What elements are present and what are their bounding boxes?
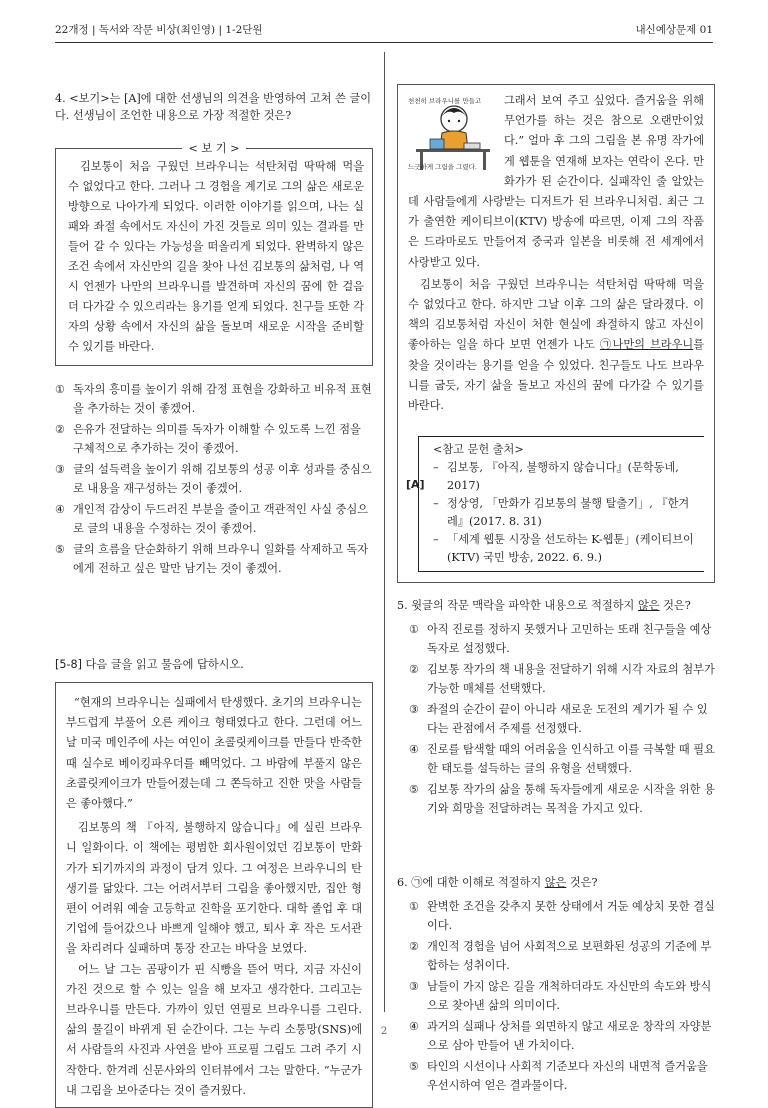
choice-text: 진로를 탐색할 때의 어려움을 인식하고 이를 극복할 때 필요한 태도를 설득하는 글의 유형을 선택했다. bbox=[427, 743, 715, 776]
choice-number: ① bbox=[55, 383, 66, 396]
choice-number: ③ bbox=[55, 463, 66, 476]
set-heading: [5-8] 다음 글을 읽고 물음에 답하시오. bbox=[55, 658, 244, 671]
question-number: 5. bbox=[397, 599, 408, 613]
choice-item[interactable] bbox=[409, 897, 715, 935]
passage-continued bbox=[397, 84, 715, 420]
choice-item[interactable] bbox=[409, 700, 715, 738]
reference-box bbox=[397, 420, 715, 583]
choice-text: 독자의 흥미를 높이기 위해 감정 표현을 강화하고 비유적 표현을 추가하는 것이 좋겠어. bbox=[73, 383, 372, 415]
underlined-phrase: ㉠나만의 브라우니 bbox=[599, 338, 694, 352]
passage-box bbox=[55, 682, 373, 1108]
choice-text: 개인적 경험을 넘어 사회적으로 보편화된 성공의 기준에 부합하는 성취이다. bbox=[427, 940, 712, 973]
choice-text: 타인의 시선이나 사회적 기준보다 자신의 내면적 즐거움을 우선시하여 얻은 결과물이다. bbox=[427, 1060, 708, 1093]
question-6: 6. ㉠에 대한 이해로 적절하지 않은 것은? bbox=[397, 876, 598, 890]
q5-choices bbox=[397, 620, 715, 818]
reference-bracket bbox=[418, 436, 704, 572]
choice-number: ③ bbox=[409, 703, 420, 717]
passage-paragraph: “현재의 브라우니는 실패에서 탄생했다. 초기의 브라우니는 부드럽게 부풀어 오른 케이크 형태였다고 한다. 그런데 어느 날 미국 메인주에 사는 여인이 초콜릿케이크를 만들다 반죽한 때 실수로 베이킹파우더를 빼먹었다. 그 바람에 부풀지 않은 초콜릿케이크가 만들어졌는데 그 쫀득하고 진한 맛을 사람들은 좋아했다.” bbox=[66, 696, 362, 811]
page-number: 2 bbox=[380, 1026, 388, 1037]
bracket-label: [A] bbox=[406, 478, 425, 492]
left-column bbox=[55, 90, 373, 1108]
choice-item[interactable] bbox=[409, 620, 715, 658]
choice-number: ③ bbox=[409, 980, 420, 994]
choice-item[interactable] bbox=[55, 380, 373, 418]
choice-number: ② bbox=[409, 940, 420, 954]
header-left: 22개정 | 독서와 작문 비상(최인영) | 1-2단원 bbox=[55, 24, 263, 36]
header-right: 내신예상문제 01 bbox=[635, 24, 713, 36]
figure-caption-top: 천천히 브라우니를 만들고 bbox=[408, 97, 482, 105]
passage-paragraph: 김보통의 책 『아직, 불행하지 않습니다』에 실린 브라우니 일화이다. 이 책에는 평범한 회사원이었던 김보통이 만화가가 되기까지의 과정이 담겨 있다. 그 여정은 브라우니의 탄생기를 닮았다. 그는 어려서부터 그림을 좋아했지만, 집안 형편이 어려워 예술 고등학교 진학을 포기한다. 대학 졸업 후 대기업에 들어갔으나 바쁘게 일해야 했고, 퇴사 후 작은 도서관을 차리려다 실패하며 통장 잔고는 바닥을 보였다. bbox=[66, 821, 362, 956]
choice-text: 김보통 작가의 삶을 통해 독자들에게 새로운 시작을 위한 용기와 희망을 전달하려는 목적을 가지고 있다. bbox=[427, 783, 715, 816]
right-column bbox=[397, 84, 715, 1097]
bogi-title: < 보 기 > bbox=[182, 142, 245, 155]
choice-number: ⑤ bbox=[409, 1060, 420, 1074]
reference-item: – 김보통, 『아직, 불행하지 않습니다』(문학동네, 2017) bbox=[433, 461, 679, 493]
choice-item[interactable] bbox=[55, 540, 373, 578]
choice-text: 은유가 전달하는 의미를 독자가 이해할 수 있도록 느낀 점을 구체적으로 추가하는 것이 좋겠어. bbox=[73, 423, 361, 455]
question-number: 6. bbox=[397, 876, 408, 890]
choice-item[interactable] bbox=[409, 780, 715, 818]
reference-heading: <참고 문헌 출처> bbox=[433, 443, 524, 457]
bogi-text: 김보통이 처음 구웠던 브라우니는 석탄처럼 딱딱해 먹을 수 없었다고 한다. 그러나 그 경험을 계기로 그의 삶은 새로운 방향으로 나아가게 되었다. 이러한 이야기를 읽으며, 나는 실패와 좌절 속에서도 자신이 가진 것들로 의미 있는 결과를 만들어 갈 수 있다는 가능성을 떠올리게 되었다. 완벽하지 않은 조건 속에서 자신만의 길을 찾아 나선 김보통의 삶처럼, 나 역시 언젠가 나만의 브라우니를 발견하며 자신의 꿈에 한 걸음 더 다가갈 수 있으리라는 용기를 얻게 되었다. 친구들 또한 각자의 상황 속에서 자신의 삶을 돌보며 새로운 시작을 준비할 수 있기를 바란다. bbox=[68, 160, 364, 353]
figure-caption-bottom: 느긋하게 그림을 그렸다. bbox=[408, 162, 477, 171]
choice-item[interactable] bbox=[409, 977, 715, 1015]
choice-number: ④ bbox=[409, 1020, 420, 1034]
choice-item[interactable] bbox=[409, 1057, 715, 1095]
question-5: 5. 윗글의 작문 맥락을 파악한 내용으로 적절하지 않은 것은? bbox=[397, 599, 691, 613]
choice-item[interactable] bbox=[409, 740, 715, 778]
choice-number: ② bbox=[55, 423, 66, 436]
choice-item[interactable] bbox=[55, 460, 373, 498]
q6-choices bbox=[397, 897, 715, 1095]
choice-number: ① bbox=[409, 900, 420, 914]
choice-number: ⑤ bbox=[55, 543, 66, 556]
choice-number: ⑤ bbox=[409, 783, 420, 797]
choice-number: ① bbox=[409, 623, 420, 637]
choice-text: 개인적 감상이 두드러진 부분을 줄이고 객관적인 사실 중심으로 글의 내용을 수정하는 것이 좋겠어. bbox=[73, 503, 369, 535]
reference-item: – 「세계 웹툰 시장을 선도하는 K-웹툰」(케이티브이(KTV) 국민 방송, 2022. 6. 9.) bbox=[433, 533, 694, 565]
choice-text: 좌절의 순간이 끝이 아니라 새로운 도전의 계기가 될 수 있다는 관점에서 주제를 선정했다. bbox=[427, 703, 708, 736]
choice-text: 완벽한 조건을 갖추지 못한 상태에서 거둔 예상치 못한 결실이다. bbox=[427, 900, 715, 933]
passage-paragraph: 김보통이 처음 구웠던 브라우니는 석탄처럼 딱딱해 먹을 수 없었다고 한다. 하지만 그날 이후 그의 삶은 달라졌다. 이 책의 김보통처럼 자신이 처한 현실에 좌절하지 않고 자신이 좋아하는 일을 하다 보면 언젠가 나도 ㉠나만의 브라우니를 찾을 것이라는 용기를 얻을 수 있었다. 친구들도 나도 브라우니를 굽듯, 자기 삶을 돌보고 자신의 꿈에 다가갈 수 있기를 바란다. bbox=[408, 277, 704, 413]
question-text: <보기>는 [A]에 대한 선생님의 의견을 반영하여 고쳐 쓴 글이다. 선생님이 조언한 내용으로 가장 적절한 것은? bbox=[55, 92, 372, 122]
question-4 bbox=[55, 90, 373, 124]
choice-text: 남들이 가지 않은 길을 개척하더라도 자신만의 속도와 방식으로 찾아낸 삶의 의미이다. bbox=[427, 980, 712, 1013]
illustration bbox=[408, 91, 498, 179]
header-rule bbox=[55, 42, 713, 43]
choice-number: ④ bbox=[409, 743, 420, 757]
q4-choices bbox=[55, 380, 373, 578]
choice-item[interactable] bbox=[409, 937, 715, 975]
choice-item[interactable] bbox=[55, 420, 373, 458]
bogi-box bbox=[55, 142, 373, 366]
column-divider bbox=[384, 52, 385, 1012]
choice-number: ② bbox=[409, 663, 420, 677]
question-number: 4. bbox=[55, 92, 66, 105]
page-header bbox=[55, 22, 713, 38]
passage-paragraph: 어느 날 그는 곰팡이가 핀 식빵을 뜯어 먹다, 지금 자신이 가진 것으로 할 수 있는 일을 해 보자고 생각한다. 그리고는 브라우니를 만든다. 가까이 있던 연필로 브라우니를 그린다. 삶의 물길이 바뀌게 된 순간이다. 그는 누리 소통망(SNS)에서 사람들의 사진과 사연을 받아 프로필 그림도 그려 주기 시작한다. 한겨레 신문사와의 인터뷰에서 그는 말한다. “누군가 내 그림을 보아준다는 것이 즐거웠다. bbox=[66, 962, 362, 1097]
reference-item: – 정상영, 「만화가 김보통의 불행 탈출기」, 『한겨레』(2017. 8. 31) bbox=[433, 497, 690, 529]
choice-item[interactable] bbox=[409, 660, 715, 698]
choice-text: 글의 설득력을 높이기 위해 김보통의 성공 이후 성과를 중심으로 내용을 재구성하는 것이 좋겠어. bbox=[73, 463, 372, 495]
choice-text: 글의 흐름을 단순화하기 위해 브라우니 일화를 삭제하고 독자에게 전하고 싶은 말만 남기는 것이 좋겠어. bbox=[73, 543, 369, 575]
passage-paragraph: 그래서 보여 주고 싶었다. 즐거움을 위해 무언가를 하는 것은 참으로 오랜만이었다.” 얼마 후 그의 그림을 본 유명 작가에게 웹툰을 연재해 보자는 연락이 온다. 만화가가 된 순간이다. 실패작인 줄 알았는데 사람들에게 사랑받는 디저트가 된 브라우니처럼. 최근 그가 출연한 케이티브이(KTV) 방송에 따르면, 이제 그의 작품은 드라마로도 만들어져 중국과 일본을 비롯해 전 세계에서 사랑받고 있다. bbox=[408, 94, 704, 269]
emphasis-underline: 않은 bbox=[637, 599, 660, 613]
choice-item[interactable] bbox=[55, 500, 373, 538]
choice-text: 아직 진로를 정하지 못했거나 고민하는 또래 친구들을 예상 독자로 설정했다. bbox=[427, 623, 712, 656]
emphasis-underline: 않은 bbox=[544, 876, 567, 890]
choice-text: 과거의 실패나 상처를 외면하지 않고 새로운 창작의 자양분으로 삼아 만들어 낸 가치이다. bbox=[427, 1020, 712, 1053]
choice-number: ④ bbox=[55, 503, 66, 516]
choice-text: 김보통 작가의 책 내용을 전달하기 위해 시각 자료의 첨부가 가능한 매체를 선택했다. bbox=[427, 663, 715, 696]
